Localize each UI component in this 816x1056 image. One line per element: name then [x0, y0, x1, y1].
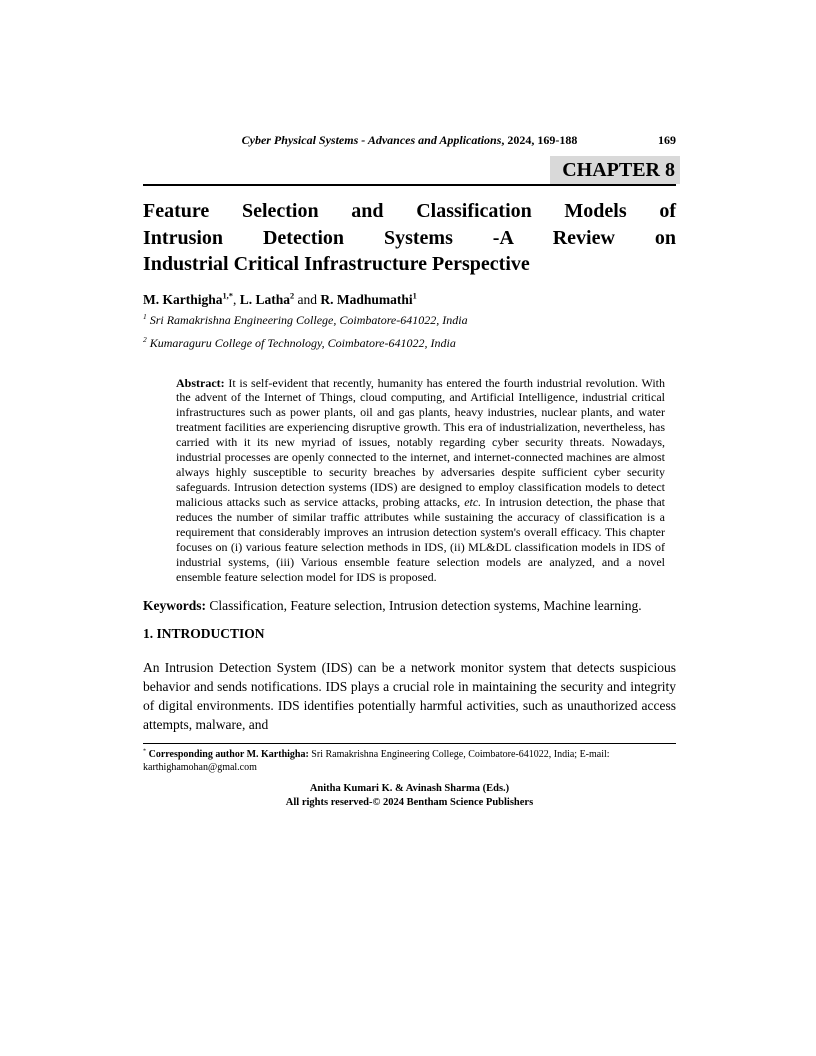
editors-line: Anitha Kumari K. & Avinash Sharma (Eds.)	[309, 783, 510, 795]
author-separator-2: and	[297, 291, 318, 307]
footnote-text: Sri Ramakrishna Engineering College, Coimbatore-641022, India; E-mail: karthighamohan@gmal.com	[143, 749, 610, 774]
keywords-text: Classification, Feature selection, Intrusion detection systems, Machine learning.	[209, 597, 642, 613]
abstract-text-part-2: In intrusion detection, the phase that reduces the number of similar traffic attributes while sustaining the accuracy of classification is a requirement that considerably improves an intrusion detection system's overall efficacy. This chapter focuses on (i) various feature selection methods in IDS, (ii) ML&DL classification models in IDS of industrial systems, (iii) Various ensemble feature selection models are analyzed, and a novel ensemble feature selection model for IDS is proposed.	[176, 495, 666, 584]
author-3-superscript: 1	[412, 291, 417, 300]
affiliation-1	[143, 311, 676, 327]
journal-citation	[242, 133, 578, 147]
page-content	[143, 0, 676, 810]
affiliation-2	[143, 334, 676, 350]
chapter-title	[143, 198, 676, 278]
author-1-superscript: 1,*	[222, 291, 233, 300]
abstract-label: Abstract:	[176, 375, 225, 390]
affiliation-2-text: Kumaraguru College of Technology, Coimbatore-641022, India	[149, 335, 456, 350]
abstract-paragraph	[176, 376, 665, 585]
footnote-asterisk: *	[143, 748, 147, 756]
corresponding-author-footnote	[143, 743, 676, 774]
copyright-line: All rights reserved-© 2024 Bentham Science Publishers	[285, 797, 534, 809]
chapter-banner-row	[143, 156, 676, 186]
running-header	[143, 133, 676, 147]
publisher-block	[143, 782, 676, 810]
introduction-paragraph: An Intrusion Detection System (IDS) can be a network monitor system that detects suspicious behavior and sends notifications. IDS plays a crucial role in maintaining the security and integrity of digital environments. IDS identifies potentially harmful activities, such as unauthorized access attempts, malware, and	[143, 660, 676, 733]
abstract-etc-italic: etc.	[464, 495, 482, 510]
page-number: 169	[658, 133, 676, 147]
keywords-label: Keywords:	[143, 597, 206, 613]
author-1: M. Karthigha$^{1,*}$	[143, 291, 233, 307]
chapter-title-line-2: Intrusion Detection Systems -A Review on	[143, 226, 676, 249]
chapter-banner: CHAPTER 8	[550, 156, 680, 184]
keywords-paragraph	[143, 598, 676, 615]
author-3: R. Madhumathi$^1$	[320, 291, 417, 307]
footnote-bold-label: Corresponding author M. Karthigha:	[148, 749, 309, 761]
chapter-title-line-3: Industrial Critical Infrastructure Perspective	[143, 253, 530, 275]
journal-citation-year-pages: , 2024, 169-188	[501, 133, 578, 147]
authors-line	[143, 291, 676, 308]
author-2-superscript: 2	[289, 291, 295, 300]
chapter-title-line-1: Feature Selection and Classification Models of	[143, 200, 676, 222]
author-2: L. Latha$^2$	[239, 291, 295, 307]
abstract-text-part-1: It is self-evident that recently, humanity has entered the fourth industrial revolution. With the advent of the Internet of Things, cloud computing, and Artificial Intelligence, industrial critical infrastructures such as power plants, oil and gas plants, heavy industries, nuclear plants, and water treatment facilities are experiencing disruptive growth. This era of industrialization, nevertheless, has carried with it its new myriad of issues, notably regarding cyber security threats. Nowadays, industrial processes are openly connected to the internet, and internet-connected machines are almost always highly susceptible to security breaches by adversaries despite sufficient cyber security safeguards. Intrusion detection systems (IDS) are designed to employ classification models to detect malicious attacks such as service attacks, probing attacks,	[176, 375, 665, 510]
affiliation-1-superscript: 1	[143, 311, 147, 321]
affiliation-1-text: Sri Ramakrishna Engineering College, Coimbatore-641022, India	[149, 312, 468, 327]
section-heading-introduction: 1. INTRODUCTION	[143, 626, 265, 642]
affiliation-2-superscript: 2	[143, 334, 147, 344]
author-separator-1: ,	[232, 291, 237, 307]
journal-title: Cyber Physical Systems - Advances and Applications	[241, 133, 502, 147]
